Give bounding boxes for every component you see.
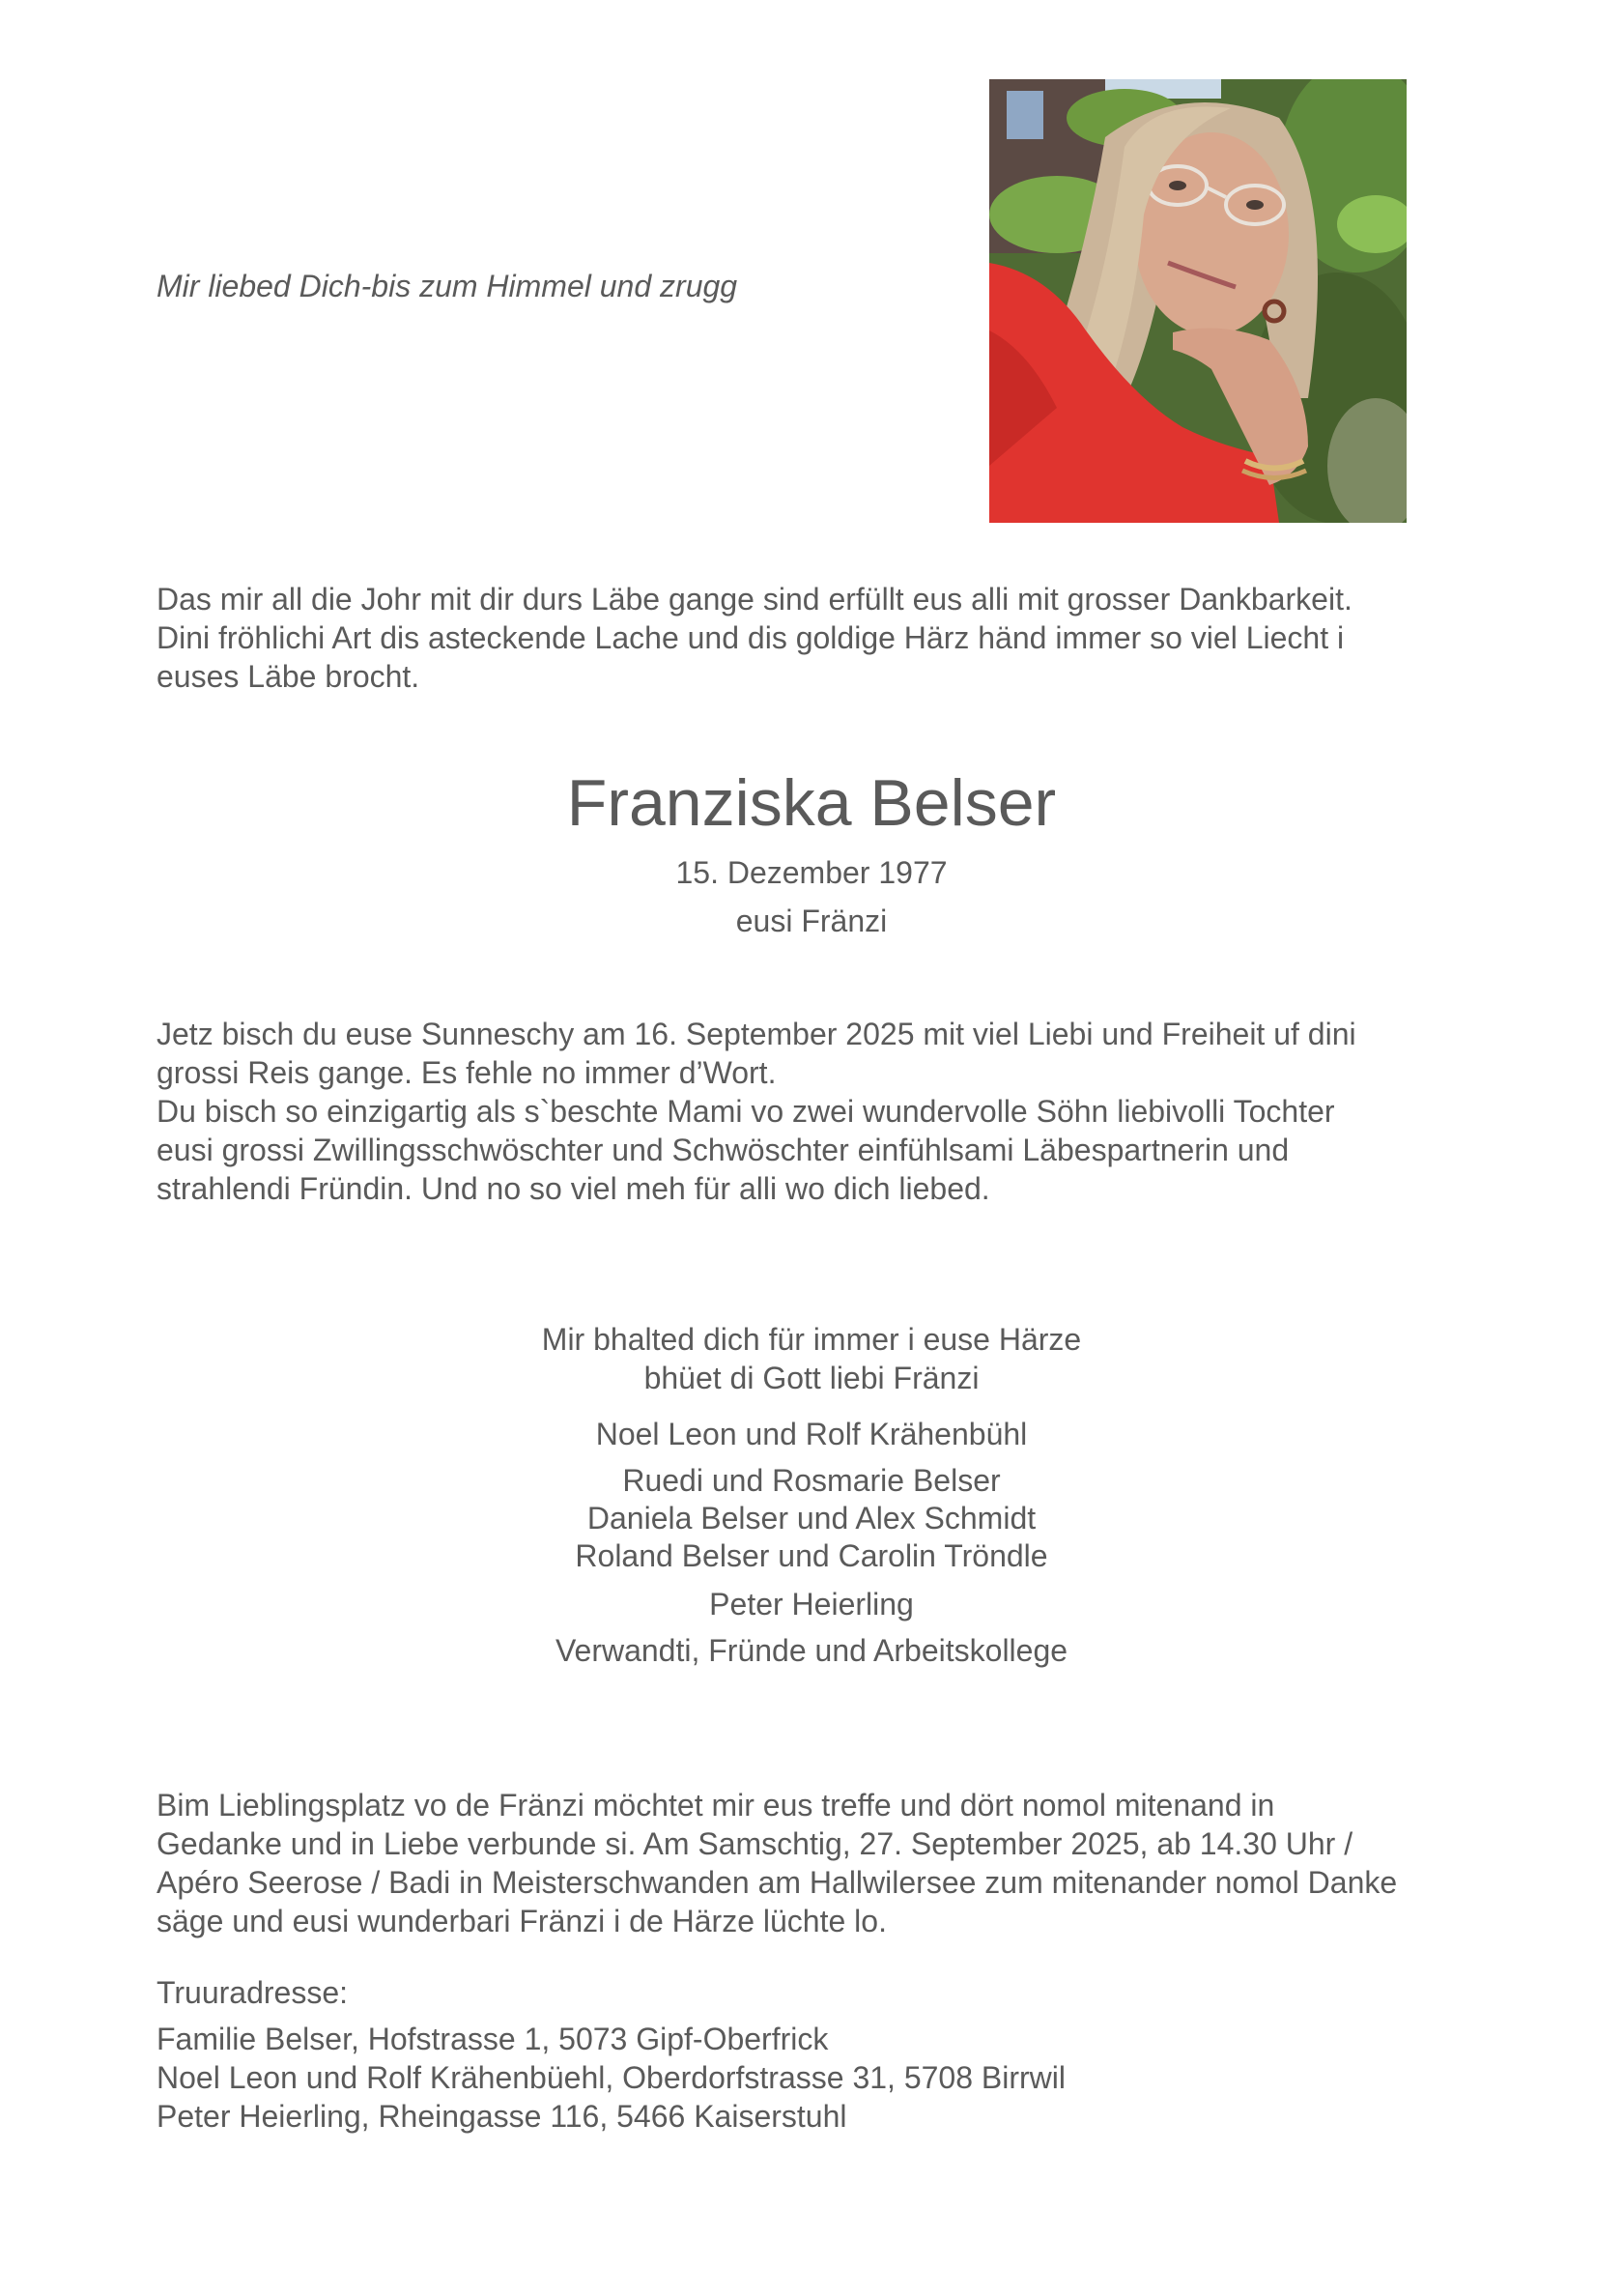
message-line: grossi Reis gange. Es fehle no immer d’Wort.	[157, 1055, 777, 1090]
intro-paragraph	[157, 580, 1509, 696]
intro-line: euses Läbe brocht.	[157, 659, 420, 694]
address-entry: Familie Belser, Hofstrasse 1, 5073 Gipf-Oberfrick	[157, 2022, 829, 2056]
mourner-line: Noel Leon und Rolf Krähenbühl	[595, 1417, 1028, 1451]
message-paragraph	[157, 1015, 1509, 1208]
nickname: eusi Fränzi	[735, 904, 888, 938]
birth-date: 15. Dezember 1977	[675, 855, 948, 890]
gathering-line: säge und eusi wunderbari Fränzi i de Härze lüchte lo.	[157, 1904, 887, 1938]
message-line: Du bisch so einzigartig als s`beschte Mami vo zwei wundervolle Söhn liebivolli Tochter	[157, 1094, 1335, 1129]
gathering-paragraph	[157, 1786, 1509, 1940]
gathering-line: Apéro Seerose / Badi in Meisterschwanden am Hallwilersee zum mitenander nomol Danke	[157, 1865, 1398, 1900]
mourner-line: Roland Belser und Carolin Tröndle	[575, 1538, 1048, 1573]
intro-line: Dini fröhlichi Art dis asteckende Lache und dis goldige Härz händ immer so viel Liecht i	[157, 620, 1345, 655]
mourner-line: Ruedi und Rosmarie Belser	[622, 1463, 1001, 1498]
address-entry: Noel Leon und Rolf Krähenbüehl, Oberdorfstrasse 31, 5708 Birrwil	[157, 2060, 1066, 2095]
addresses-list	[157, 2020, 1509, 2136]
intro-line: Das mir all die Johr mit dir durs Läbe gange sind erfüllt eus alli mit grosser Dankbarkeit.	[157, 582, 1352, 617]
addresses-label: Truuradresse:	[157, 1975, 348, 2010]
farewell-line: bhüet di Gott liebi Fränzi	[643, 1361, 980, 1395]
message-line: strahlendi Fründin. Und no so viel meh für alli wo dich liebed.	[157, 1171, 990, 1206]
message-line: eusi grossi Zwillingsschwöschter und Schwöschter einfühlsami Läbespartnerin und	[157, 1133, 1290, 1167]
mourner-line: Verwandti, Fründe und Arbeitskollege	[555, 1633, 1068, 1668]
mourner-line: Peter Heierling	[709, 1587, 914, 1622]
deceased-name: Franziska Belser	[566, 766, 1057, 840]
portrait-photo	[989, 79, 1407, 523]
address-entry: Peter Heierling, Rheingasse 116, 5466 Kaiserstuhl	[157, 2099, 847, 2134]
dedication-quote: Mir liebed Dich-bis zum Himmel und zrugg	[157, 269, 738, 303]
farewell-line: Mir bhalted dich für immer i euse Härze	[541, 1322, 1082, 1357]
gathering-line: Gedanke und in Liebe verbunde si. Am Samschtig, 27. September 2025, ab 14.30 Uhr /	[157, 1826, 1353, 1861]
mourner-line: Daniela Belser und Alex Schmidt	[586, 1501, 1037, 1535]
portrait-photo-icon	[989, 79, 1407, 523]
message-line: Jetz bisch du euse Sunneschy am 16. September 2025 mit viel Liebi und Freiheit uf dini	[157, 1017, 1356, 1051]
gathering-line: Bim Lieblingsplatz vo de Fränzi möchtet mir eus treffe und dört nomol mitenand in	[157, 1788, 1275, 1822]
